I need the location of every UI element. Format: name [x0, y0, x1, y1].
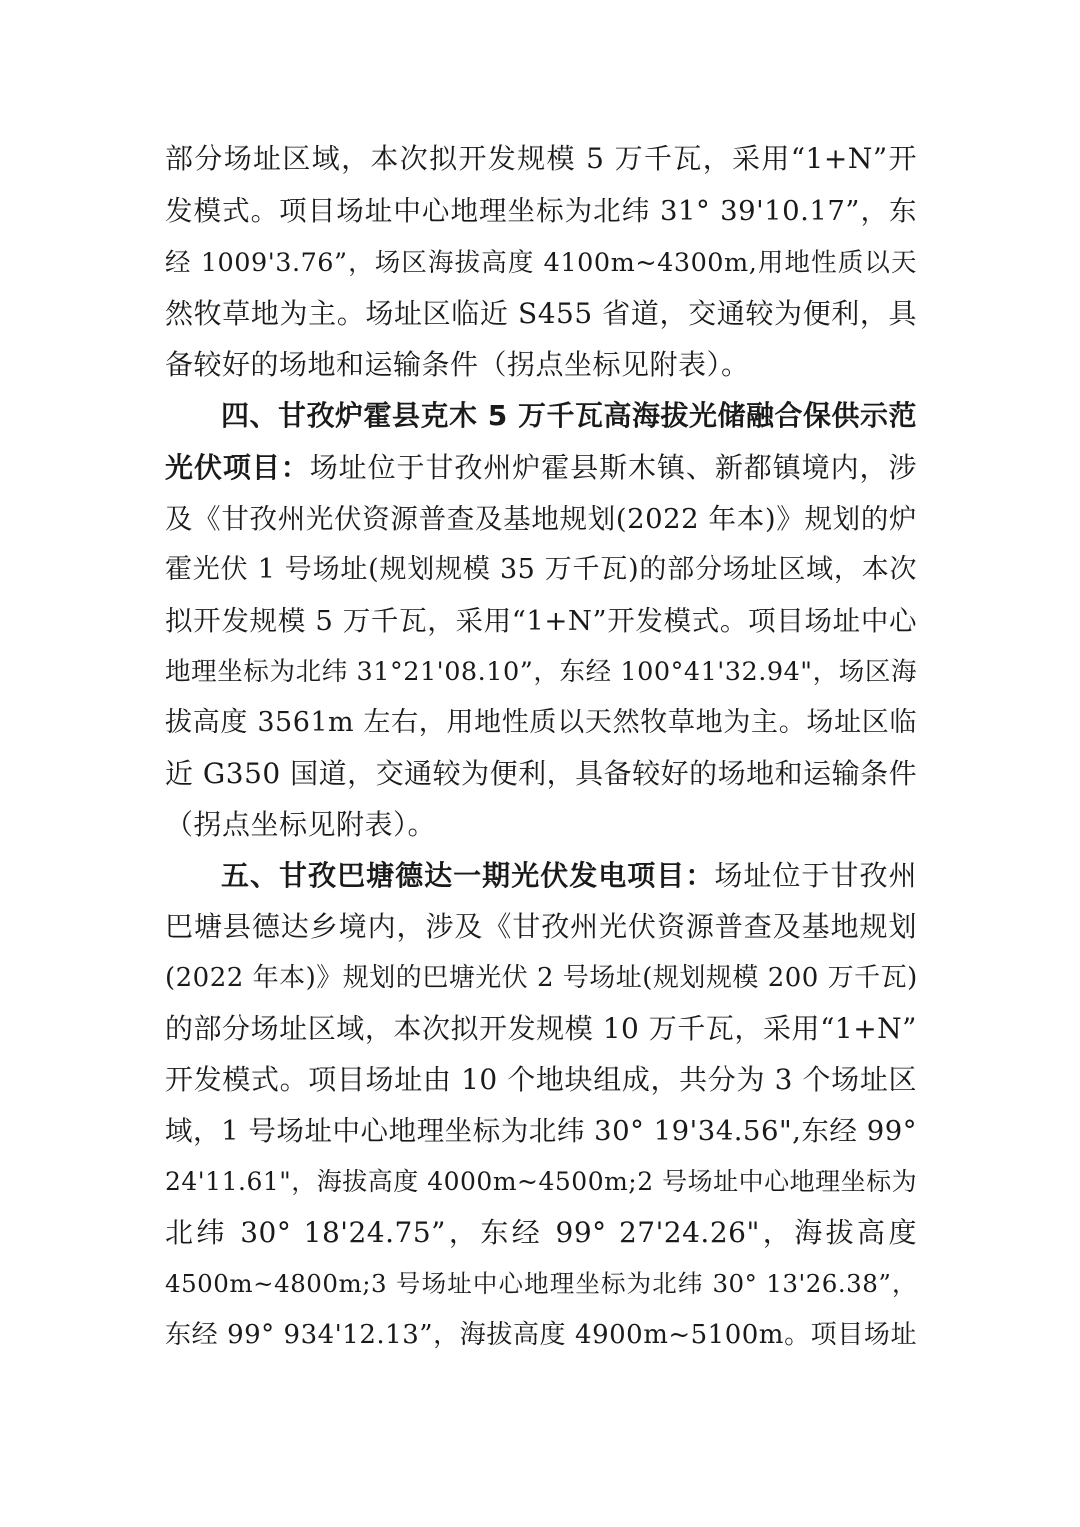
- section-5-heading: 五、甘孜巴塘德达一期光伏发电项目：: [221, 859, 715, 892]
- paragraph-1-line-4: 然牧草地为主。场址区临近 S455 省道，交通较为便利，具: [165, 297, 917, 330]
- paragraph-1-line-1: 部分场址区域，本次拟开发规模 5 万千瓦，采用“1+N”开: [165, 142, 917, 175]
- paragraph-2-line-6: 地理坐标为北纬 31°21'08.10”，东经 100°41'32.94"，场区海: [165, 657, 917, 687]
- section-4-line-2-text: 场址位于甘孜州炉霍县斯木镇、新都镇境内，涉: [309, 451, 917, 484]
- paragraph-3-line-2: 巴塘县德达乡境内，涉及《甘孜州光伏资源普查及基地规划: [165, 910, 917, 943]
- paragraph-3-line-3: (2022 年本)》规划的巴塘光伏 2 号场址(规划规模 200 万千瓦): [165, 963, 918, 993]
- section-4-line-2: [165, 448, 917, 488]
- paragraph-3-line-4: 的部分场址区域，本次拟开发规模 10 万千瓦，采用“1+N”: [165, 1012, 917, 1045]
- paragraph-3-line-10: 东经 99° 934'12.13”，海拔高度 4900m~5100m。项目场址: [165, 1320, 917, 1350]
- paragraph-3-line-8: 北纬 30° 18'24.75”，东经 99° 27'24.26"，海拔高度: [165, 1216, 917, 1249]
- paragraph-2-line-9: （拐点坐标见附表）。: [165, 808, 437, 841]
- section-4-heading: 四、甘孜炉霍县克木 5 万千瓦高海拔光储融合保供示范: [221, 399, 917, 432]
- paragraph-3-line-6: 域，1 号场址中心地理坐标为北纬 30° 19'34.56",东经 99°: [165, 1115, 917, 1147]
- paragraph-2-line-7: 拔高度 3561m 左右，用地性质以天然牧草地为主。场址区临: [165, 707, 917, 738]
- paragraph-2-line-4: 霍光伏 1 号场址(规划规模 35 万千瓦)的部分场址区域，本次: [165, 554, 917, 585]
- paragraph-2-line-8: 近 G350 国道，交通较为便利，具备较好的场地和运输条件: [165, 757, 918, 790]
- paragraph-1-line-2: 发模式。项目场址中心地理坐标为北纬 31° 39'10.17”，东: [165, 195, 917, 227]
- section-5-line-1-text: 场址位于甘孜州: [714, 859, 917, 892]
- paragraph-3-line-5: 开发模式。项目场址由 10 个地块组成，共分为 3 个场址区: [165, 1063, 917, 1096]
- paragraph-3-line-9: 4500m~4800m;3 号场址中心地理坐标为北纬 30° 13'26.38”，: [165, 1269, 917, 1298]
- paragraph-2-line-5: 拟开发规模 5 万千瓦，采用“1+N”开发模式。项目场址中心: [165, 605, 917, 637]
- section-4-heading-end: 光伏项目：: [165, 451, 310, 484]
- paragraph-3-line-7: 24'11.61"，海拔高度 4000m~4500m;2 号场址中心地理坐标为: [165, 1167, 918, 1196]
- paragraph-2-line-3: 及《甘孜州光伏资源普查及基地规划(2022 年本)》规划的炉: [165, 503, 917, 535]
- section-5-line-1: [221, 856, 917, 896]
- paragraph-1-line-3: 经 1009'3.76”，场区海拔高度 4100m~4300m,用地性质以天: [165, 248, 917, 278]
- paragraph-1-line-5: 备较好的场地和运输条件（拐点坐标见附表）。: [165, 348, 750, 381]
